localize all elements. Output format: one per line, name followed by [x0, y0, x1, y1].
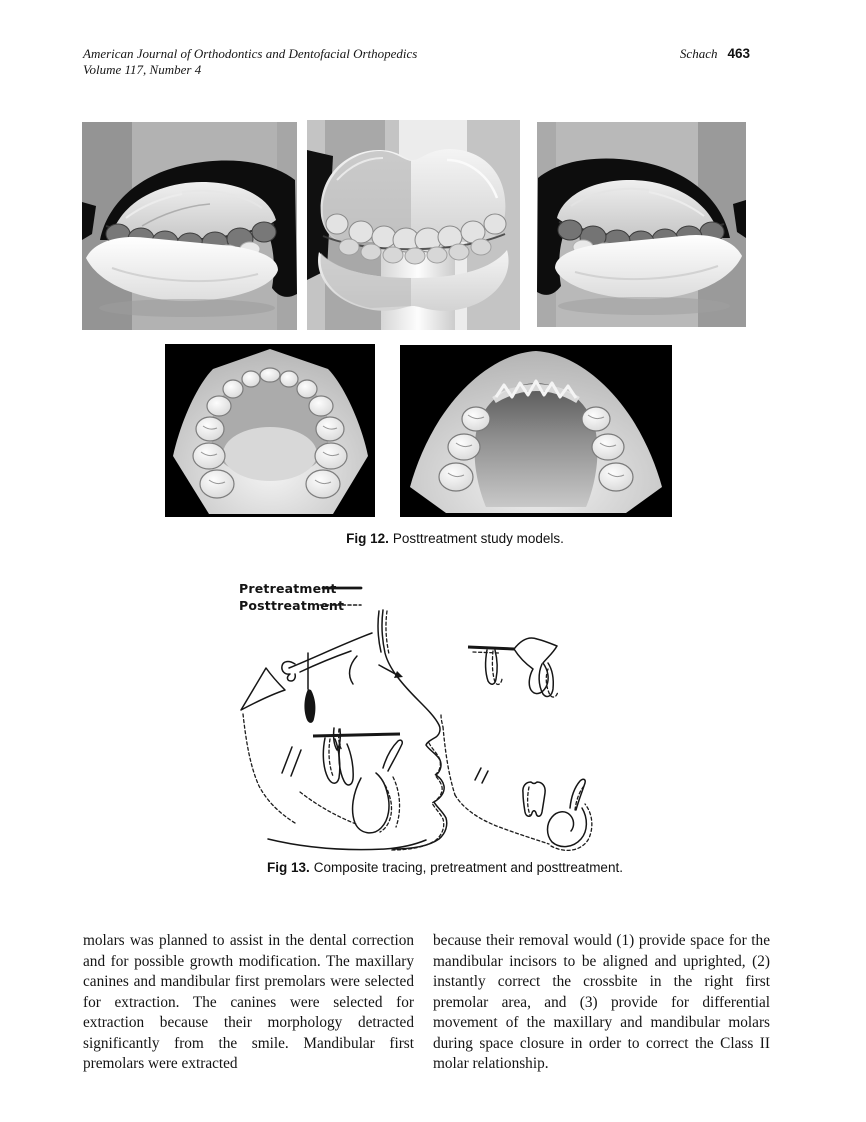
figure13-caption — [103, 860, 787, 875]
legend-posttreatment-label: Posttreatment — [239, 598, 345, 613]
photo-left-buccal-model — [537, 122, 746, 327]
journal-title: American Journal of Orthodontics and Dentofacial Orthopedics — [83, 46, 418, 61]
journal-volume: Volume 117, Number 4 — [83, 62, 202, 77]
photo-right-buccal-model — [82, 122, 297, 330]
photo-maxillary-occlusal-model — [165, 344, 375, 517]
running-head-right — [560, 46, 750, 62]
author-name: Schach — [679, 46, 718, 61]
body-text-left-column: molars was planned to assist in the dental correction and for possible growth modification. The maxillary canines and mandibular first premolars were selected for extraction. The canines were selected for extraction because their morphology detracted significantly from the smile. Mandibular first premolars were extracted — [83, 932, 414, 1073]
mandibular-superimposition — [441, 715, 592, 850]
page-number: 463 — [727, 46, 750, 61]
running-head-left — [83, 46, 417, 78]
body-text-right-column: because their removal would (1) provide space for the mandibular incisors to be aligned and uprighted, (2) instantly correct the crossbite in the right first premolar area, and (3) provide for differential movement of the maxillary and mandibular molars during space closure in order to correct the Class II molar relationship. — [433, 932, 770, 1073]
figure12-caption — [113, 531, 797, 546]
figure13-text: Composite tracing, pretreatment and posttreatment. — [313, 860, 623, 875]
photo-mandibular-occlusal-model — [400, 345, 672, 517]
figure13-label: Fig 13. — [267, 860, 310, 875]
legend-pretreatment-label: Pretreatment — [239, 581, 337, 596]
photo-frontal-model — [307, 120, 520, 330]
figure12-text: Posttreatment study models. — [392, 531, 564, 546]
maxillary-superimposition — [468, 638, 558, 697]
tracing-legend — [239, 581, 361, 613]
profile-tracing — [241, 610, 447, 850]
figure13-composite-tracing — [233, 577, 653, 859]
figure12-label: Fig 12. — [346, 531, 389, 546]
